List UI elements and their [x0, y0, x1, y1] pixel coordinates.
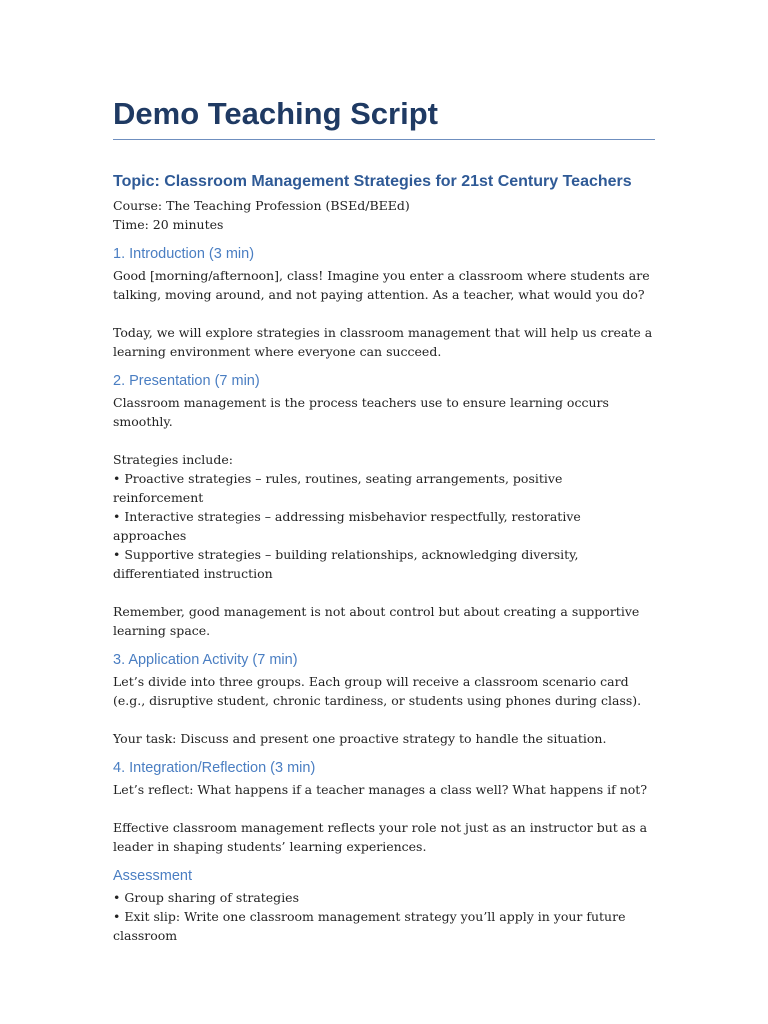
strategies-label: Strategies include: — [113, 452, 233, 467]
introduction-heading: 1. Introduction (3 min) — [113, 246, 255, 262]
integration-paragraph-1: Let’s reflect: What happens if a teacher manages a class well? What happens if not? — [113, 782, 648, 797]
integration-heading: 4. Integration/Reflection (3 min) — [113, 760, 316, 776]
assessment-heading: Assessment — [113, 868, 192, 884]
presentation-heading: 2. Presentation (7 min) — [113, 373, 260, 389]
time-line: Time: 20 minutes — [113, 217, 224, 232]
application-paragraph-1: Let’s divide into three groups. Each group will receive a classroom scenario card (e.g., disruptive student, chronic tardiness, or students using phones during class). — [113, 674, 642, 708]
presentation-paragraph-1: Classroom management is the process teachers use to ensure learning occurs smoothly. — [113, 395, 609, 429]
course-line: Course: The Teaching Profession (BSEd/BEEd) — [113, 198, 410, 213]
assessment-bullet-group-sharing: • Group sharing of strategies — [113, 890, 299, 905]
introduction-paragraph-1: Good [morning/afternoon], class! Imagine you enter a classroom where students are talking, moving around, and not paying attention. As a teacher, what would you do? — [113, 268, 650, 302]
application-heading: 3. Application Activity (7 min) — [113, 652, 298, 668]
document-title: Demo Teaching Script — [113, 96, 438, 131]
introduction-paragraph-2: Today, we will explore strategies in classroom management that will help us create a learning environment where everyone can succeed. — [113, 325, 653, 359]
integration-paragraph-2: Effective classroom management reflects your role not just as an instructor but as a leader in shaping students’ learning experiences. — [113, 820, 648, 854]
strategy-bullet-supportive: • Supportive strategies – building relationships, acknowledging diversity, differentiated instruction — [113, 547, 579, 581]
application-paragraph-2: Your task: Discuss and present one proactive strategy to handle the situation. — [113, 731, 607, 746]
title-divider — [113, 139, 655, 140]
assessment-bullet-exit-slip: • Exit slip: Write one classroom management strategy you’ll apply in your future classroom — [113, 909, 626, 943]
strategy-bullet-proactive: • Proactive strategies – rules, routines, seating arrangements, positive reinforcement — [113, 471, 563, 505]
document-page — [113, 94, 655, 945]
strategy-bullet-interactive: • Interactive strategies – addressing misbehavior respectfully, restorative approaches — [113, 509, 581, 543]
presentation-paragraph-2: Remember, good management is not about control but about creating a supportive learning space. — [113, 604, 640, 638]
topic-heading: Topic: Classroom Management Strategies for 21st Century Teachers — [113, 173, 632, 190]
